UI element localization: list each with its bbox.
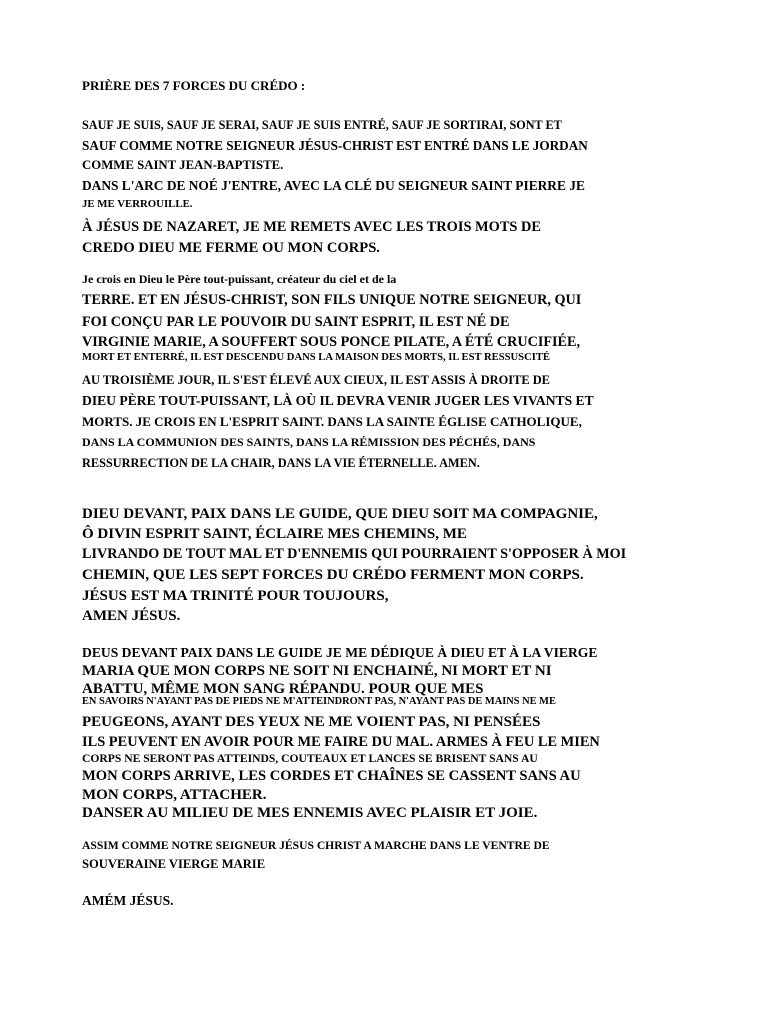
text-line: DANS LA COMMUNION DES SAINTS, DANS LA RÉMISSION DES PÉCHÉS, DANS xyxy=(82,435,536,449)
text-line: MARIA QUE MON CORPS NE SOIT NI ENCHAINÉ, NI MORT ET NI xyxy=(82,663,552,679)
text-line: CORPS NE SERONT PAS ATTEINDS, COUTEAUX ET LANCES SE BRISENT SANS AU xyxy=(82,752,538,765)
text-line: RESSURRECTION DE LA CHAIR, DANS LA VIE ÉTERNELLE. AMEN. xyxy=(82,456,480,470)
text-line: À JÉSUS DE NAZARET, JE ME REMETS AVEC LES TROIS MOTS DE xyxy=(82,219,542,235)
text-line: FOI CONÇU PAR LE POUVOIR DU SAINT ESPRIT, IL EST NÉ DE xyxy=(82,314,510,330)
text-line: LIVRANDO DE TOUT MAL ET D'ENNEMIS QUI POURRAIENT S'OPPOSER À MOI xyxy=(82,546,627,562)
text-line: Je crois en Dieu le Père tout-puissant, créateur du ciel et de la xyxy=(82,272,397,286)
text-line: PEUGEONS, AYANT DES YEUX NE ME VOIENT PAS, NI PENSÉES xyxy=(82,714,541,730)
text-line: MON CORPS ARRIVE, LES CORDES ET CHAÎNES SE CASSENT SANS AU xyxy=(82,768,581,784)
text-line: CREDO DIEU ME FERME OU MON CORPS. xyxy=(82,240,380,256)
text-line: SAUF COMME NOTRE SEIGNEUR JÉSUS-CHRIST EST ENTRÉ DANS LE JORDAN xyxy=(82,138,588,153)
text-line: COMME SAINT JEAN-BAPTISTE. xyxy=(82,158,284,172)
text-line: TERRE. ET EN JÉSUS-CHRIST, SON FILS UNIQUE NOTRE SEIGNEUR, QUI xyxy=(82,292,582,308)
closing-line: AMÉM JÉSUS. xyxy=(82,893,174,908)
text-line: DIEU PÈRE TOUT-PUISSANT, LÀ OÙ IL DEVRA VENIR JUGER LES VIVANTS ET xyxy=(82,393,594,408)
text-line: JE ME VERROUILLE. xyxy=(82,198,193,210)
text-line: MORT ET ENTERRÉ, IL EST DESCENDU DANS LA MAISON DES MORTS, IL EST RESSUSCITÉ xyxy=(82,352,550,363)
text-line: ILS PEUVENT EN AVOIR POUR ME FAIRE DU MAL. ARMES À FEU LE MIEN xyxy=(82,734,600,750)
text-line: ASSIM COMME NOTRE SEIGNEUR JÉSUS CHRIST A MARCHE DANS LE VENTRE DE xyxy=(82,839,550,852)
text-line: DANSER AU MILIEU DE MES ENNEMIS AVEC PLAISIR ET JOIE. xyxy=(82,805,538,821)
text-line: DANS L'ARC DE NOÉ J'ENTRE, AVEC LA CLÉ DU SEIGNEUR SAINT PIERRE JE xyxy=(82,178,585,193)
text-line: ABATTU, MÊME MON SANG RÉPANDU. POUR QUE MES xyxy=(82,681,484,697)
text-line: MON CORPS, ATTACHER. xyxy=(82,787,267,803)
text-line: VIRGINIE MARIE, A SOUFFERT SOUS PONCE PILATE, A ÉTÉ CRUCIFIÉE, xyxy=(82,334,580,350)
text-line: DEUS DEVANT PAIX DANS LE GUIDE JE ME DÉDIQUE À DIEU ET À LA VIERGE xyxy=(82,645,598,660)
text-line: CHEMIN, QUE LES SEPT FORCES DU CRÉDO FERMENT MON CORPS. xyxy=(82,567,584,583)
text-line: AU TROISIÈME JOUR, IL S'EST ÉLEVÉ AUX CIEUX, IL EST ASSIS À DROITE DE xyxy=(82,373,550,387)
document-title: PRIÈRE DES 7 FORCES DU CRÉDO : xyxy=(82,78,306,93)
text-line: DIEU DEVANT, PAIX DANS LE GUIDE, QUE DIEU SOIT MA COMPAGNIE, xyxy=(82,506,598,522)
text-line: AMEN JÉSUS. xyxy=(82,608,181,624)
text-line: EN SAVOIRS N'AYANT PAS DE PIEDS NE M'ATTEINDRONT PAS, N'AYANT PAS DE MAINS NE ME xyxy=(82,696,556,707)
text-line: SOUVERAINE VIERGE MARIE xyxy=(82,857,266,871)
text-line: SAUF JE SUIS, SAUF JE SERAI, SAUF JE SUIS ENTRÉ, SAUF JE SORTIRAI, SONT ET xyxy=(82,118,562,132)
text-line: Ô DIVIN ESPRIT SAINT, ÉCLAIRE MES CHEMINS, ME xyxy=(82,526,467,542)
text-line: MORTS. JE CROIS EN L'ESPRIT SAINT. DANS LA SAINTE ÉGLISE CATHOLIQUE, xyxy=(82,414,582,429)
text-line: JÉSUS EST MA TRINITÉ POUR TOUJOURS, xyxy=(82,588,389,604)
